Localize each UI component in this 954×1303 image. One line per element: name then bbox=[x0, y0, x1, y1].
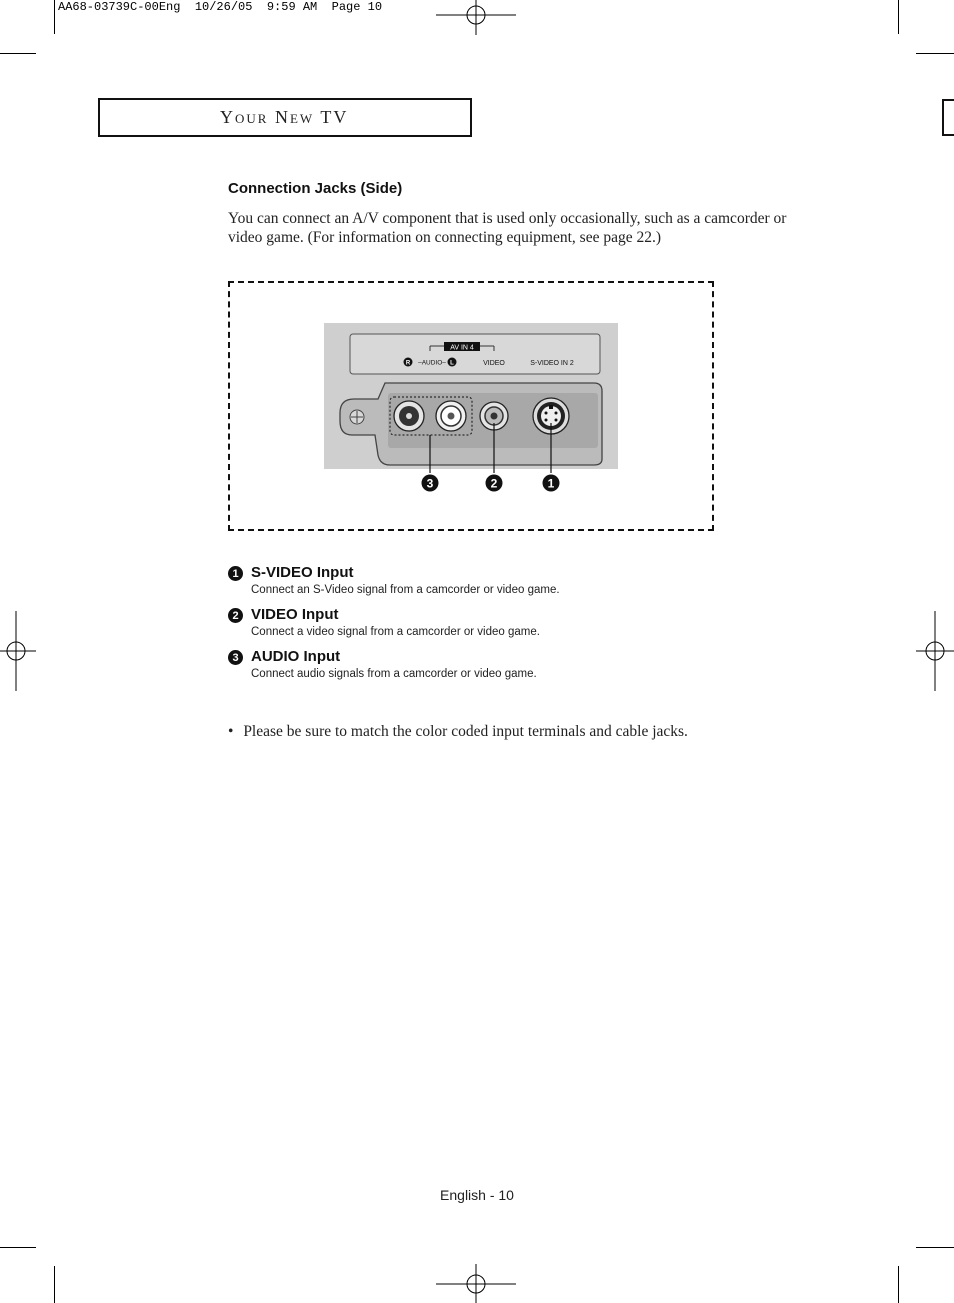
bullet-mark: • bbox=[228, 723, 234, 740]
av-in-label: AV IN 4 bbox=[450, 344, 474, 352]
item-number: 3 bbox=[228, 650, 243, 665]
print-slug: AA68-03739C-00Eng 10/26/05 9:59 AM Page 10 bbox=[58, 0, 383, 14]
audio-r-label: R bbox=[405, 360, 411, 367]
section-title-box bbox=[98, 98, 472, 137]
callout-2: 2 bbox=[490, 476, 498, 491]
item-title: VIDEO Input bbox=[251, 606, 339, 623]
page-heading: Connection Jacks (Side) bbox=[228, 180, 403, 197]
item-title: S-VIDEO Input bbox=[251, 564, 354, 581]
audio-label: –AUDIO– bbox=[418, 359, 446, 367]
intro-paragraph: You can connect an A/V component that is used only occasionally, such as a camcorder or video game. (For information on connecting equipment, see page 22.) bbox=[228, 210, 787, 246]
item-description: Connect an S-Video signal from a camcorder or video game. bbox=[251, 584, 560, 596]
page-number: English - 10 bbox=[440, 1187, 514, 1203]
note-text: Please be sure to match the color coded input terminals and cable jacks. bbox=[243, 723, 688, 740]
item-description: Connect a video signal from a camcorder or video game. bbox=[251, 626, 540, 638]
jack-panel-figure bbox=[228, 281, 714, 531]
item-title: AUDIO Input bbox=[251, 648, 341, 665]
jack-panel-illustration bbox=[230, 283, 712, 529]
item-number: 1 bbox=[228, 566, 243, 581]
page-footer bbox=[0, 1187, 954, 1203]
section-title: Your New TV bbox=[220, 107, 349, 127]
note-bullet bbox=[228, 723, 688, 741]
video-label: VIDEO bbox=[483, 360, 505, 367]
item-description: Connect audio signals from a camcorder or video game. bbox=[251, 668, 537, 680]
callout-1: 1 bbox=[547, 476, 555, 491]
svideo-label: S-VIDEO IN 2 bbox=[530, 360, 574, 367]
item-number: 2 bbox=[228, 608, 243, 623]
callout-3: 3 bbox=[426, 476, 434, 491]
audio-l-label: L bbox=[450, 360, 454, 367]
side-tab bbox=[942, 99, 954, 136]
